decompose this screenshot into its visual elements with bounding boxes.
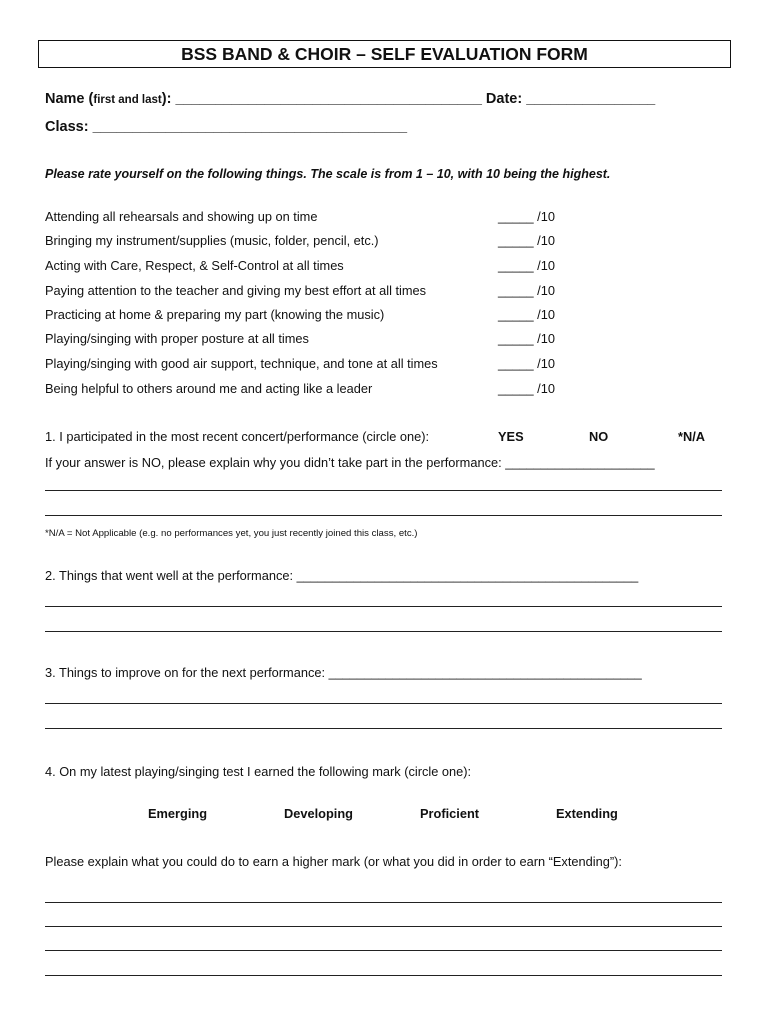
q4-option-extending[interactable]: Extending (556, 806, 618, 821)
class-label: Class: (45, 119, 93, 135)
rating-score-field[interactable]: _____ /10 (498, 258, 555, 273)
date-field[interactable]: ________________ (526, 91, 656, 107)
class-row (45, 119, 407, 135)
answer-line[interactable] (45, 975, 722, 976)
name-field[interactable]: ______________________________________ (175, 91, 482, 107)
q1-option-no[interactable]: NO (589, 429, 609, 444)
answer-line[interactable] (45, 515, 722, 516)
answer-line[interactable] (45, 490, 722, 491)
q4-option-developing[interactable]: Developing (284, 806, 353, 821)
answer-line[interactable] (45, 902, 722, 903)
rating-score-field[interactable]: _____ /10 (498, 283, 555, 298)
name-label-small: first and last (93, 94, 162, 106)
rating-label: Bringing my instrument/supplies (music, folder, pencil, etc.) (45, 233, 379, 248)
q1-followup: If your answer is NO, please explain why you didn’t take part in the performance: _____________________ (45, 455, 655, 470)
q1-text: 1. I participated in the most recent concert/performance (circle one): (45, 429, 430, 444)
rating-label: Being helpful to others around me and acting like a leader (45, 381, 373, 396)
answer-line[interactable] (45, 606, 722, 607)
q4-explain: Please explain what you could do to earn a higher mark (or what you did in order to earn “Extending”): (45, 854, 622, 869)
rating-score-field[interactable]: _____ /10 (498, 307, 555, 322)
q1-option-yes[interactable]: YES (498, 429, 524, 444)
answer-line[interactable] (45, 703, 722, 704)
rating-score-field[interactable]: _____ /10 (498, 331, 555, 346)
class-field[interactable]: _______________________________________ (92, 119, 408, 135)
q3-text: 3. Things to improve on for the next performance: ____________________________________________ (45, 665, 642, 680)
title-box (38, 40, 731, 68)
answer-line[interactable] (45, 950, 722, 951)
rating-score-field[interactable]: _____ /10 (498, 381, 555, 396)
instructions: Please rate yourself on the following things. The scale is from 1 – 10, with 10 being the highest. (45, 167, 611, 181)
q2-text: 2. Things that went well at the performance: ________________________________________________ (45, 568, 639, 583)
rating-label: Acting with Care, Respect, & Self-Control at all times (45, 258, 344, 273)
rating-score-field[interactable]: _____ /10 (498, 209, 555, 224)
q4-option-emerging[interactable]: Emerging (148, 806, 208, 821)
name-label: Name ( (45, 91, 94, 107)
name-label-end: ): (161, 91, 176, 107)
answer-line[interactable] (45, 728, 722, 729)
date-label: Date: (481, 91, 527, 107)
rating-label: Attending all rehearsals and showing up on time (45, 209, 318, 224)
rating-label: Paying attention to the teacher and giving my best effort at all times (45, 283, 427, 298)
q4-option-proficient[interactable]: Proficient (420, 806, 480, 821)
rating-score-field[interactable]: _____ /10 (498, 356, 555, 371)
na-note: *N/A = Not Applicable (e.g. no performances yet, you just recently joined this class, etc.) (45, 528, 418, 539)
rating-score-field[interactable]: _____ /10 (498, 233, 555, 248)
rating-label: Practicing at home & preparing my part (knowing the music) (45, 307, 385, 322)
rating-label: Playing/singing with proper posture at all times (45, 331, 309, 346)
form-title: BSS BAND & CHOIR – SELF EVALUATION FORM (181, 44, 588, 64)
answer-line[interactable] (45, 631, 722, 632)
name-date-row (45, 91, 655, 107)
rating-label: Playing/singing with good air support, technique, and tone at all times (45, 356, 438, 371)
q1-option-na[interactable]: *N/A (678, 429, 706, 444)
q4-text: 4. On my latest playing/singing test I earned the following mark (circle one): (45, 764, 472, 779)
answer-line[interactable] (45, 926, 722, 927)
